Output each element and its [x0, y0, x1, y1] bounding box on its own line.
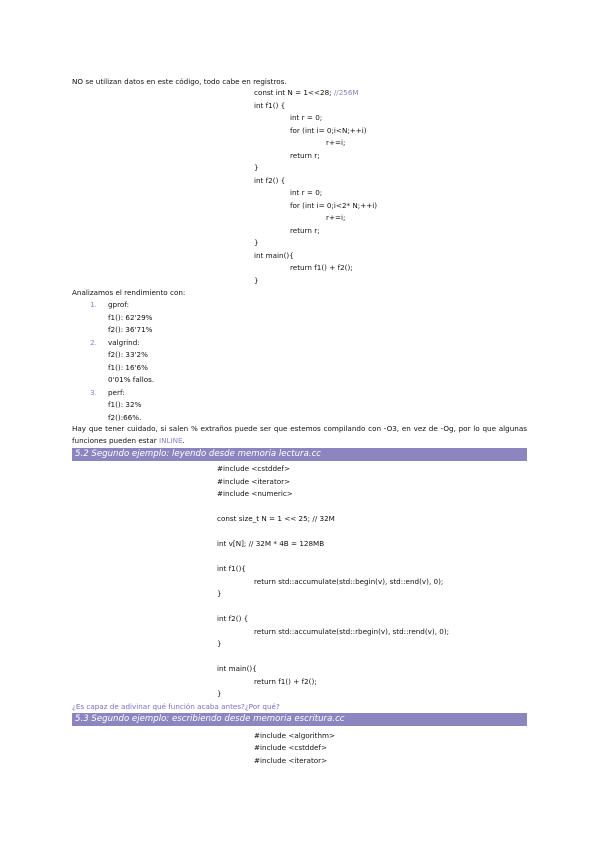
tool-result: f1(): 16'6%: [108, 363, 148, 372]
warning-paragraph: Hay que tener cuidado, si salen % extraños puede ser que estemos compilando con -O3, en vez de -Og, por lo que algunas funciones pueden estar INLINE.: [72, 424, 527, 445]
code1-line-10: for (int i= 0;i<2* N;++i): [290, 201, 378, 210]
code2-line-1: #include <cstddef>: [217, 464, 290, 473]
code2-line-15: }: [217, 639, 222, 648]
code3-line-2: #include <cstddef>: [254, 743, 327, 752]
section-title: 5.2 Segundo ejemplo: leyendo desde memoria lectura.cc: [75, 449, 322, 459]
tool-result: f2():66%.: [108, 413, 142, 422]
tool-result: f2(): 33'2%: [108, 350, 148, 359]
tool-name-perf: perf:: [108, 388, 125, 397]
code1-line-7: }: [254, 163, 259, 172]
code3-line-1: #include <algorithm>: [254, 731, 336, 740]
code1-line-6: return r;: [290, 151, 320, 160]
tool-result: 0'01% fallos.: [108, 375, 155, 384]
code1-line-8: int f2() {: [254, 176, 286, 185]
list-number-3: 3.: [90, 388, 97, 397]
tool-result: f2(): 36'71%: [108, 325, 153, 334]
intro-text: NO se utilizan datos en este código, todo cabe en registros.: [72, 77, 287, 86]
section-title: 5.3 Segundo ejemplo: escribiendo desde memoria escritura.cc: [75, 714, 345, 724]
code2-line-17: int main(){: [217, 664, 257, 673]
tool-result: f1(): 62'29%: [108, 313, 153, 322]
code2-line-14: return std::accumulate(std::rbegin(v), std::rend(v), 0);: [254, 627, 450, 636]
tool-name-valgrind: valgrind:: [108, 338, 140, 347]
code2-line-5: const size_t N = 1 << 25; // 32M: [217, 514, 335, 523]
code2-line-7: int v[N]; // 32M * 4B = 128MB: [217, 539, 325, 548]
code1-line-16: }: [254, 276, 259, 285]
code1-line-12: return r;: [290, 226, 320, 235]
question-text: ¿Es capaz de adivinar qué función acaba antes?¿Por qué?: [72, 702, 280, 711]
code1-line-14: int main(){: [254, 251, 294, 260]
code2-line-9: int f1(){: [217, 564, 246, 573]
code1-line-2: int f1() {: [254, 101, 286, 110]
code2-line-13: int f2() {: [217, 614, 249, 623]
code2-line-18: return f1() + f2();: [254, 677, 317, 686]
code1-line-15: return f1() + f2();: [290, 263, 353, 272]
analysis-intro: Analizamos el rendimiento con:: [72, 288, 186, 297]
code1-line-9: int r = 0;: [290, 188, 323, 197]
tool-name-gprof: gprof:: [108, 300, 130, 309]
code3-line-3: #include <iterator>: [254, 756, 328, 765]
code2-line-3: #include <numeric>: [217, 489, 293, 498]
code2-line-2: #include <iterator>: [217, 477, 291, 486]
tool-result: f1(): 32%: [108, 400, 142, 409]
code1-line-13: }: [254, 238, 259, 247]
section-header-5-2: [72, 448, 527, 461]
code1-line-4: for (int i= 0;i<N;++i): [290, 126, 367, 135]
section-header-5-3: [72, 713, 527, 726]
code1-line-1: const int N = 1<<28; //256M: [254, 88, 359, 97]
inline-keyword: INLINE: [159, 436, 183, 445]
code1-line-5: r+=i;: [326, 138, 346, 147]
list-number-1: 1.: [90, 300, 97, 309]
code1-line-3: int r = 0;: [290, 113, 323, 122]
code2-line-10: return std::accumulate(std::begin(v), std::end(v), 0);: [254, 577, 444, 586]
code2-line-11: }: [217, 589, 222, 598]
code1-comment: //256M: [333, 88, 359, 97]
code1-line-11: r+=i;: [326, 213, 346, 222]
code2-line-19: }: [217, 689, 222, 698]
list-number-2: 2.: [90, 338, 97, 347]
